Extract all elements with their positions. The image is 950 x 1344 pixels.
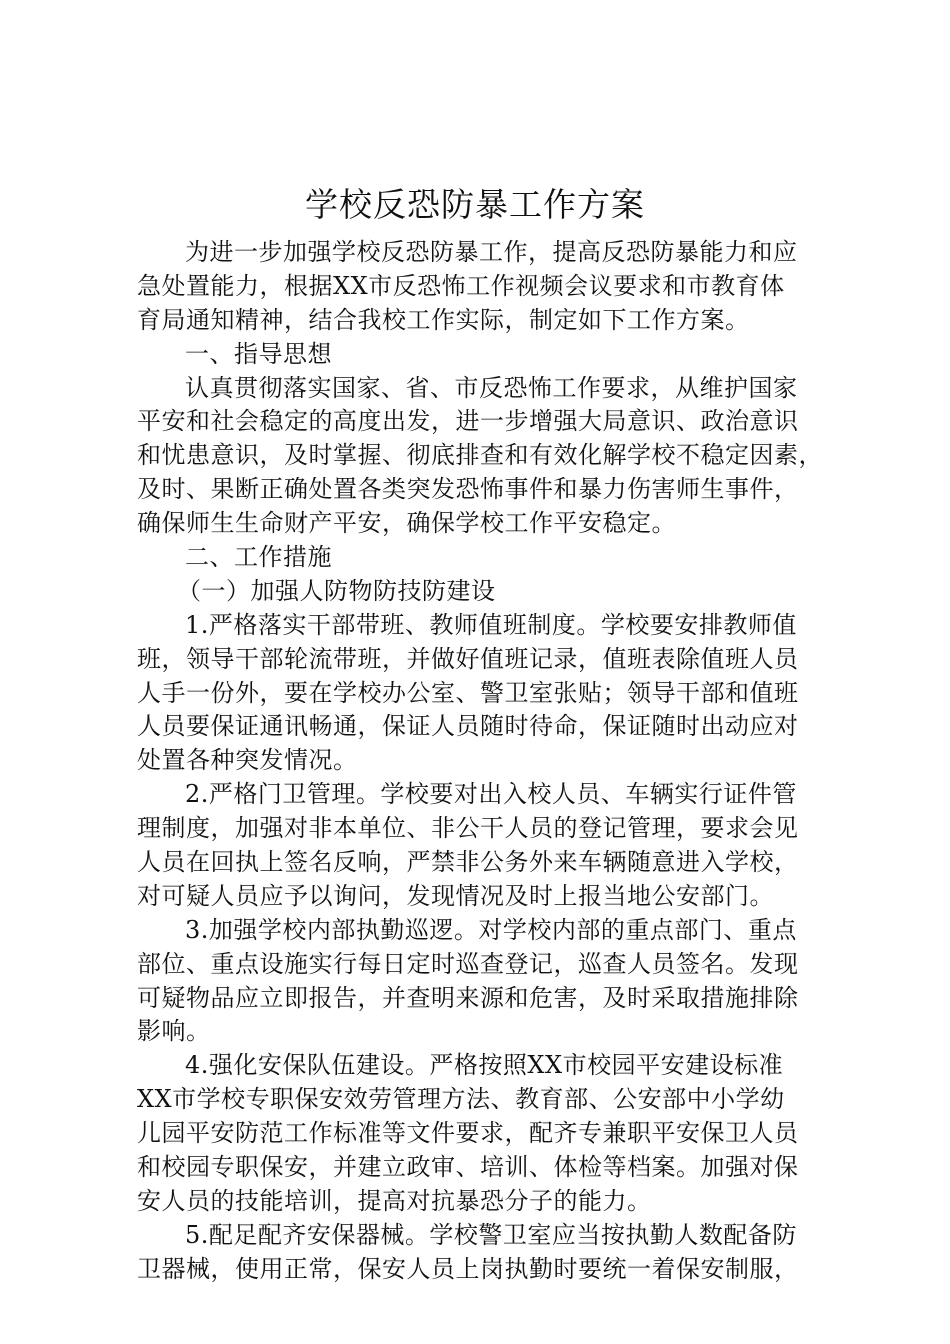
text-line: 处置各种突发情况。 bbox=[137, 746, 358, 775]
text-line: 班，领导干部轮流带班，并做好值班记录，值班表除值班人员 bbox=[137, 644, 799, 673]
text-line: XX市学校专职保安效劳管理方法、教育部、公安部中小学幼 bbox=[137, 1085, 785, 1114]
text-line: 4.强化安保队伍建设。严格按照XX市校园平安建设标准 bbox=[185, 1051, 784, 1080]
text-line: 可疑物品应立即报告，并查明来源和危害，及时采取措施排除 bbox=[137, 983, 799, 1012]
text-line: 二、工作措施 bbox=[185, 543, 332, 572]
text-line: 平安和社会稳定的高度出发，进一步增强大局意识、政治意识 bbox=[137, 407, 799, 436]
document-body bbox=[137, 236, 837, 1287]
text-line: 确保师生生命财产平安，确保学校工作平安稳定。 bbox=[137, 509, 676, 538]
text-line: 急处置能力，根据XX市反恐怖工作视频会议要求和市教育体 bbox=[137, 271, 785, 300]
document-title: 学校反恐防暴工作方案 bbox=[305, 185, 645, 224]
text-line: 理制度，加强对非本单位、非公干人员的登记管理，要求会见 bbox=[137, 814, 799, 843]
text-line: 3.加强学校内部执勤巡逻。对学校内部的重点部门、重点 bbox=[185, 915, 797, 944]
text-line: 5.配足配齐安保器械。学校警卫室应当按执勤人数配备防 bbox=[185, 1220, 797, 1249]
text-line: 卫器械，使用正常，保安人员上岗执勤时要统一着保安制服， bbox=[137, 1254, 799, 1283]
text-line: 及时、果断正确处置各类突发恐怖事件和暴力伤害师生事件， bbox=[137, 475, 799, 504]
text-line: （一）加强人防物防技防建设 bbox=[177, 576, 496, 605]
text-line: 2.严格门卫管理。学校要对出入校人员、车辆实行证件管 bbox=[185, 780, 797, 809]
text-line: 部位、重点设施实行每日定时巡查登记，巡查人员签名。发现 bbox=[137, 949, 799, 978]
text-line: 1.严格落实干部带班、教师值班制度。学校要安排教师值 bbox=[185, 610, 797, 639]
text-line: 对可疑人员应予以询问，发现情况及时上报当地公安部门。 bbox=[137, 881, 774, 910]
text-line: 安人员的技能培训，提高对抗暴恐分子的能力。 bbox=[137, 1186, 652, 1215]
text-line: 影响。 bbox=[137, 1017, 211, 1046]
text-line: 一、指导思想 bbox=[185, 339, 332, 368]
text-line: 育局通知精神，结合我校工作实际，制定如下工作方案。 bbox=[137, 305, 750, 334]
text-line: 人手一份外，要在学校办公室、警卫室张贴；领导干部和值班 bbox=[137, 678, 799, 707]
text-line: 人员要保证通讯畅通，保证人员随时待命，保证随时出动应对 bbox=[137, 712, 799, 741]
text-line: 人员在回执上签名反响，严禁非公务外来车辆随意进入学校， bbox=[137, 848, 799, 877]
text-line: 和校园专职保安，并建立政审、培训、体检等档案。加强对保 bbox=[137, 1153, 799, 1182]
text-line: 认真贯彻落实国家、省、市反恐怖工作要求，从维护国家 bbox=[185, 373, 798, 402]
text-line: 儿园平安防范工作标准等文件要求，配齐专兼职平安保卫人员 bbox=[137, 1119, 799, 1148]
text-line: 和忧患意识，及时掌握、彻底排查和有效化解学校不稳定因素， bbox=[137, 441, 823, 470]
text-line: 为进一步加强学校反恐防暴工作，提高反恐防暴能力和应 bbox=[185, 238, 798, 266]
